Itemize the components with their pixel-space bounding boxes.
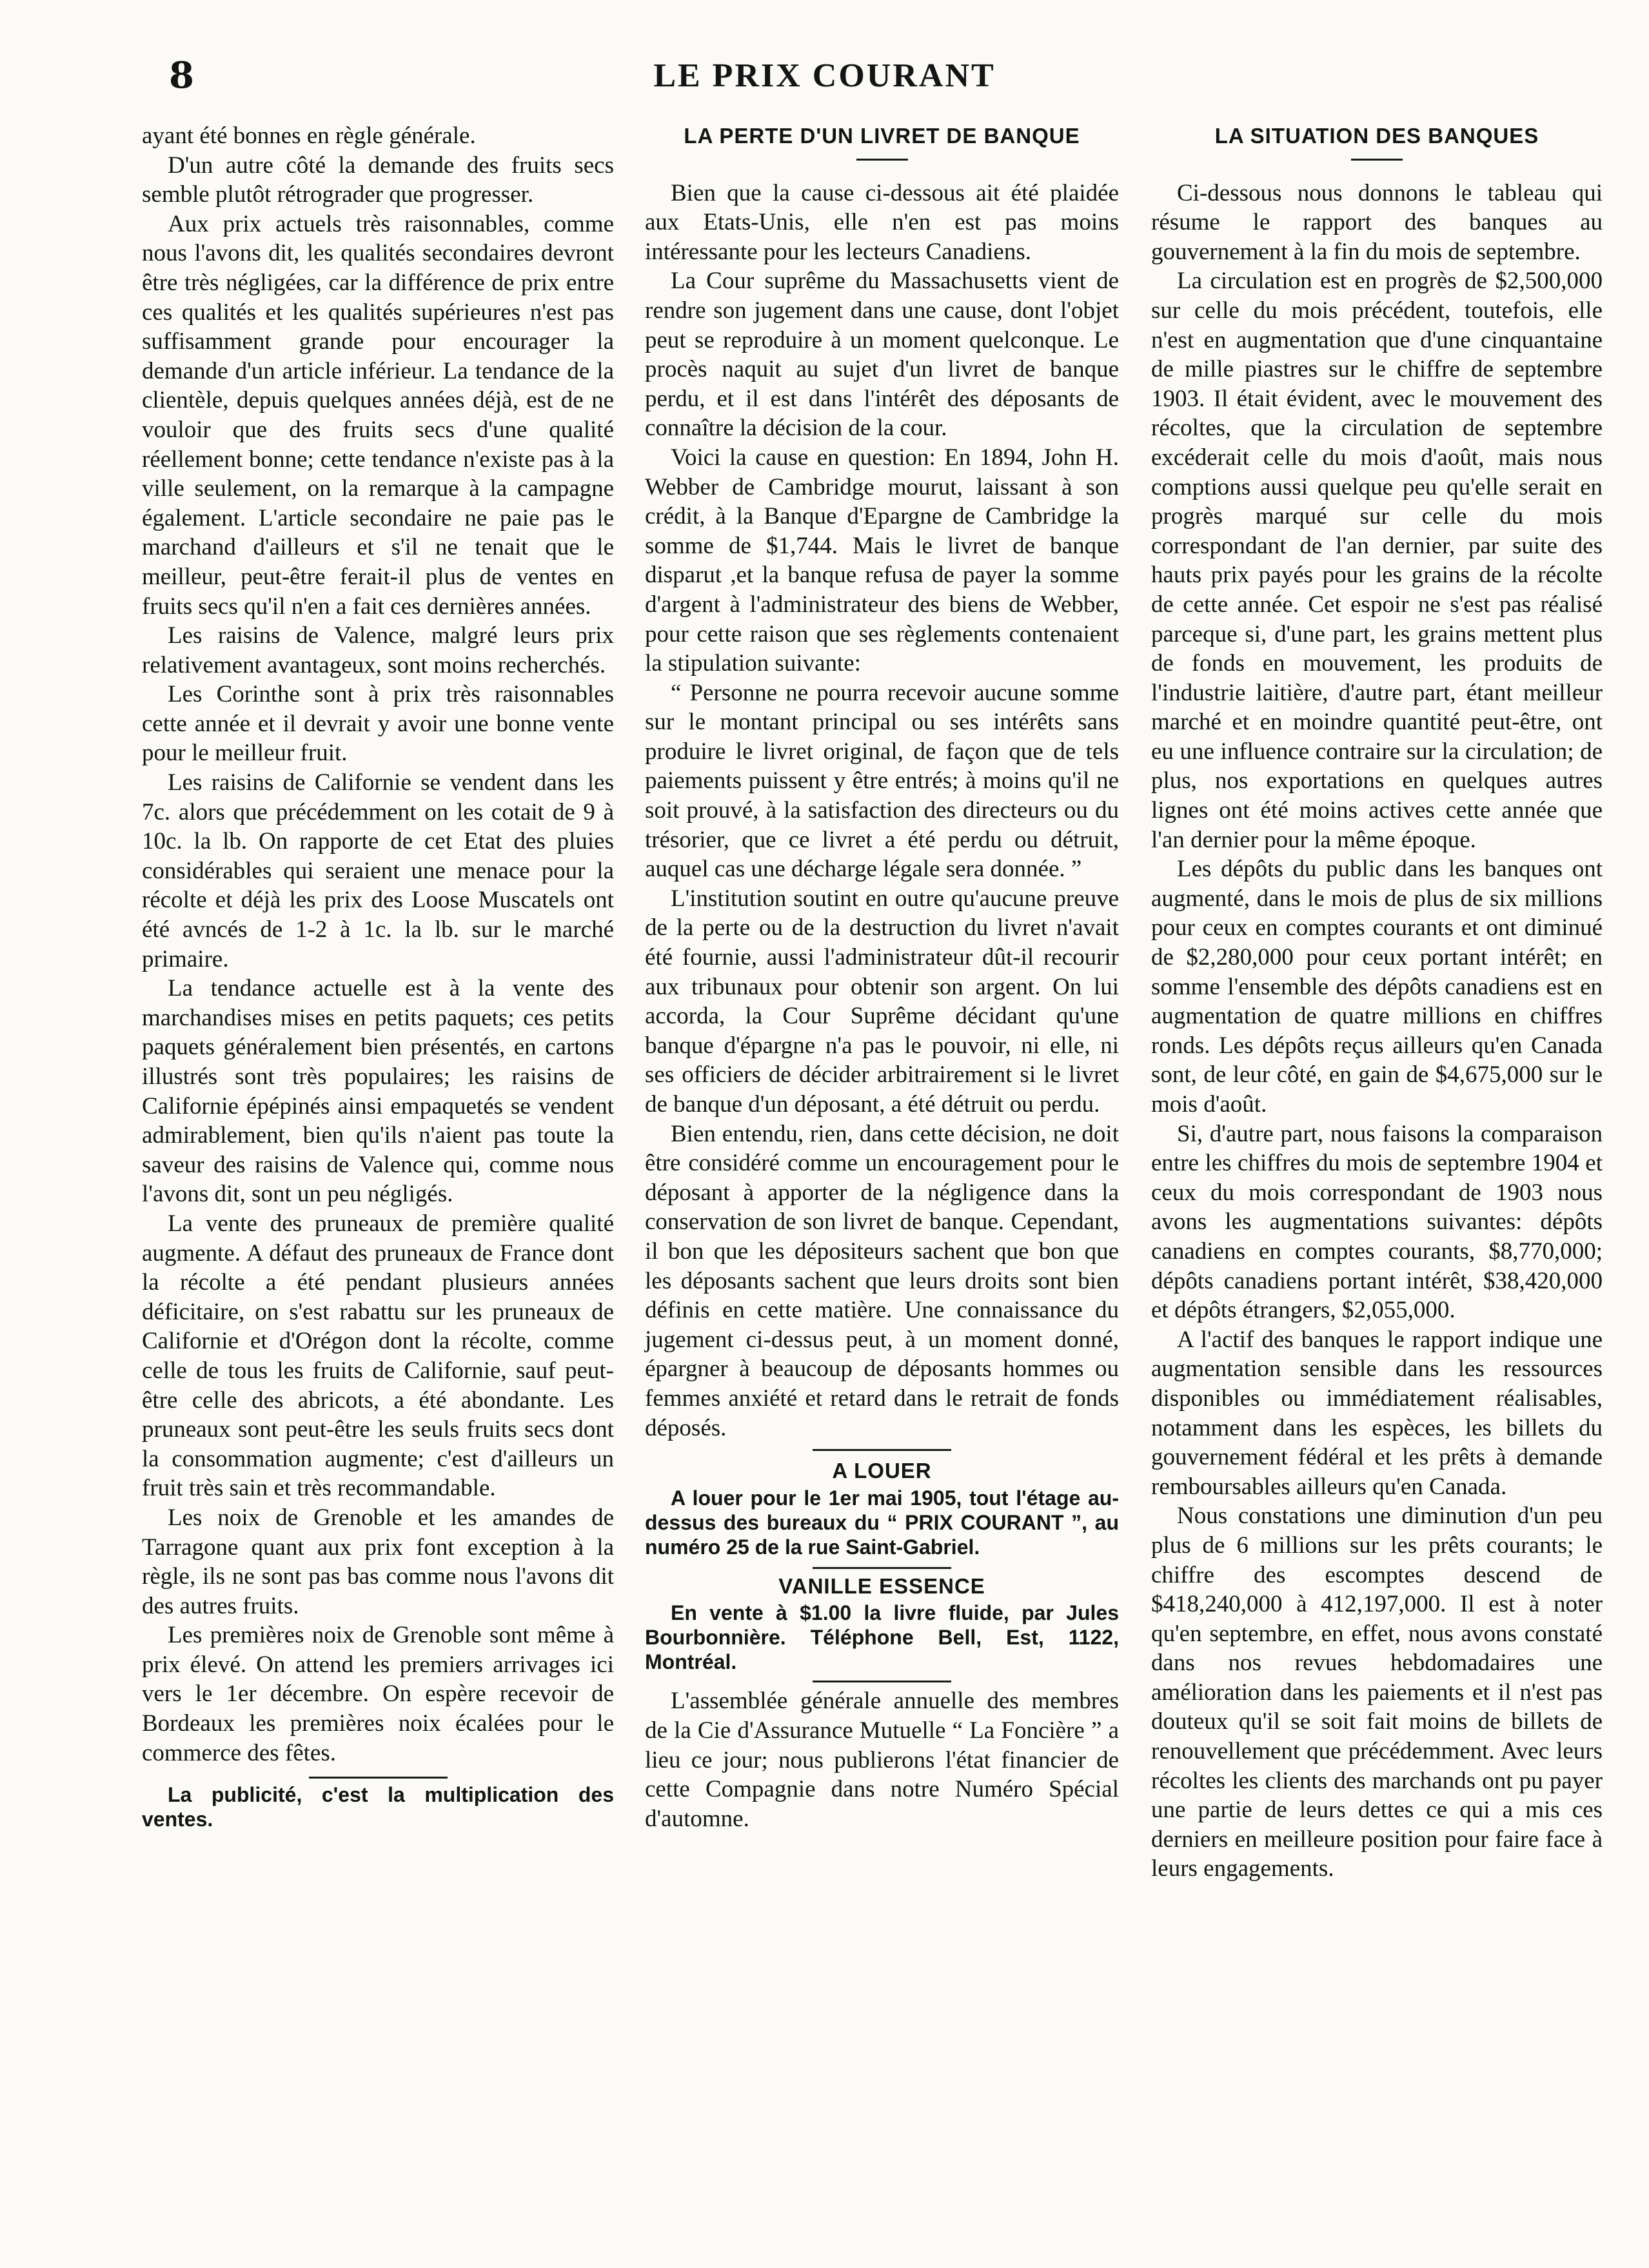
paragraph: Si, d'autre part, nous faisons la comparaison entre les chiffres du mois de septembre 1904 et ceux du mois correspondant de 1903 nous avons les augmentations suivantes: dépôts canadiens en comptes courants, $8,770,000; dépôts canadiens portant intérêt, $38,420,000 et dépôts étrangers, $2,055,000.	[1151, 1120, 1603, 1324]
column-left	[142, 121, 614, 1831]
divider	[813, 1449, 951, 1451]
divider	[1351, 159, 1403, 161]
divider	[813, 1681, 951, 1682]
paragraph: Les raisins de Valence, malgré leurs prix relativement avantageux, sont moins recherchés.	[142, 622, 614, 678]
notice-heading: A LOUER	[832, 1459, 932, 1483]
quote-paragraph: “ Personne ne pourra recevoir aucune somme sur le montant principal ou ses intérêts sans produire le livret original, de façon que de tels paiements puissent y être entrés; à moins qu'il ne soit prouvé, à la satisfaction des directeurs ou du trésorier, que ce livret a été perdu ou détruit, auquel cas une décharge légale sera donnée. ”	[645, 679, 1119, 883]
paragraph: ayant été bonnes en règle générale.	[142, 123, 476, 149]
paragraph: La tendance actuelle est à la vente des marchandises mises en petits paquets; ces petits paquets généralement bien présentés, en cartons illustrés sont très populaires; les raisins de Californie épépinés ainsi empaquetés se vendent admirablement, bien qu'ils n'aient pas toute la saveur des raisins de Valence qui, comme nous l'avons dit, sont un peu négligés.	[142, 975, 614, 1208]
page-title: LE PRIX COURANT	[653, 57, 996, 94]
article-heading: LA SITUATION DES BANQUES	[1214, 124, 1539, 148]
paragraph: Les raisins de Californie se vendent dans les 7c. alors que précédemment on les cotait de 9 à 10c. la lb. On rapporte de cet Etat des pluies considérables qui seraient une menace pour la récolte et déjà les prix des Loose Muscatels ont été avncés de 1-2 à 1c. la lb. sur le marché primaire.	[142, 769, 614, 972]
page-number: 8	[169, 54, 194, 97]
paragraph: Bien entendu, rien, dans cette décision, ne doit être considéré comme un encouragement pour le déposant à apporter de la négligence dans la conservation de son livret de banque. Cependant, il bon que les dépositeurs sachent que bon que les déposants sachent que leurs droits sont bien définis en cette matière. Une connaissance du jugement ci-dessus peut, à un moment donné, épargner à beaucoup de déposants hommes ou femmes anxiété et retard dans le retrait de fonds déposés.	[645, 1120, 1119, 1441]
notice-text: En vente à $1.00 la livre fluide, par Jules Bourbonnière. Téléphone Bell, Est, 1122, Montréal.	[645, 1601, 1119, 1674]
paragraph: A l'actif des banques le rapport indique une augmentation sensible dans les ressources disponibles ou immédiatement réalisables, notamment dans les espèces, les billets du gouvernement fédéral et les prêts à demande remboursables ailleurs qu'en Canada.	[1151, 1326, 1603, 1500]
paragraph: Nous constations une diminution d'un peu plus de 6 millions sur les prêts courants; le chiffre des escomptes descend de $418,240,000 à 412,197,000. Il est à noter qu'en septembre, en effet, nous avons constaté dans nos revues hebdomadaires une amélioration dans les paiements et il n'est pas douteux qu'il se soit fait moins de billets de renouvellement que précédemment. Avec leurs récoltes les clients des marchands ont pu payer une partie de leurs dettes ce qui a mis ces derniers en meilleure position pour faire face à leurs engagements.	[1151, 1503, 1603, 1882]
paragraph: La vente des pruneaux de première qualité augmente. A défaut des pruneaux de France dont la récolte a été pendant plusieurs années déficitaire, on s'est rabattu sur les pruneaux de Californie et d'Orégon dont la récolte, comme celle de tous les fruits de Californie, sauf peut-être celle des abricots, a été abondante. Les pruneaux sont peut-être les seuls fruits secs dont la consommation augmente; c'est d'ailleurs un fruit très sain et très recommandable.	[142, 1210, 614, 1502]
paragraph: Les dépôts du public dans les banques ont augmenté, dans le mois de plus de six millions pour ceux en comptes courants et ont diminué de $2,280,000 pour ceux portant intérêt; en somme l'ensemble des dépôts canadiens est en augmentation de quatre millions en chiffres ronds. Les dépôts reçus ailleurs qu'en Canada sont, de leur côté, en gain de $4,675,000 sur le mois d'août.	[1151, 856, 1603, 1118]
paragraph: Les noix de Grenoble et les amandes de Tarragone quant aux prix font exception à la règle, ils ne sont pas bas comme nous l'avons dit des autres fruits.	[142, 1504, 614, 1619]
paragraph: L'institution soutint en outre qu'aucune preuve de la perte ou de la destruction du livret n'avait été fournie, aussi l'administrateur dût-il recourir aux tribunaux pour obtenir son argent. On lui accorda, la Cour Suprême décidant qu'une banque d'épargne n'a pas le pouvoir, ni elle, ni ses officiers de décider arbitrairement si le livret de banque d'un déposant, a été détruit ou perdu.	[645, 885, 1119, 1118]
paragraph: La Cour suprême du Massachusetts vient de rendre son jugement dans une cause, dont l'objet peut se reproduire à un moment quelconque. Le procès naquit au sujet d'un livret de banque perdu, et il est dans l'intérêt des déposants de connaître la décision de la cour.	[645, 268, 1119, 442]
paragraph: D'un autre côté la demande des fruits secs semble plutôt rétrograder que progresser.	[142, 152, 614, 208]
paragraph: L'assemblée générale annuelle des membres de la Cie d'Assurance Mutuelle “ La Foncière ” a lieu ce jour; nous publierons l'état financier de cette Compagnie dans notre Numéro Spécial d'automne.	[645, 1688, 1119, 1832]
closing-slogan: La publicité, c'est la multiplication des ventes.	[142, 1783, 614, 1831]
paragraph: Voici la cause en question: En 1894, John H. Webber de Cambridge mourut, laissant à son crédit, à la Banque d'Epargne de Cambridge la somme de $1,744. Mais le livret de banque disparut ,et la banque refusa de payer la somme d'argent à l'administrateur des biens de Webber, pour cette raison que ses règlements contenaient la stipulation suivante:	[645, 444, 1119, 677]
paragraph: Aux prix actuels très raisonnables, comme nous l'avons dit, les qualités secondaires devront être très négligées, car la différence de prix entre ces qualités et les qualités supérieures n'est pas suffisamment grande pour encourager la demande d'un article inférieur. La tendance de la clientèle, depuis quelques années déjà, est de ne vouloir que des fruits secs d'une qualité réellement bonne; cette tendance n'existe pas à la ville seulement, on la remarque à la campagne également. L'article secondaire ne paie pas le marchand d'ailleurs et s'il ne tenait que le meilleur, peut-être ferait-il plus de ventes en fruits secs qu'il n'en a fait ces dernières années.	[142, 210, 614, 620]
divider	[309, 1777, 448, 1779]
paragraph: Les premières noix de Grenoble sont même à prix élevé. On attend les premiers arrivages ici vers le 1er décembre. On espère recevoir de Bordeaux les premières noix écalées pour le commerce des fêtes.	[142, 1622, 614, 1766]
paragraph: La circulation est en progrès de $2,500,000 sur celle du mois précédent, toutefois, elle n'est en augmentation que d'une cinquantaine de mille piastres sur le chiffre de septembre 1903. Il était évident, avec le mouvement des récoltes, que la circulation de septembre excéderait celle du mois d'août, mais nous comptions aussi quelque peu qu'elle serait en progrès marqué sur celle du mois correspondant de l'an dernier, par suite des hauts prix payés pour les grains de la récolte de cette année. Cet espoir ne s'est pas réalisé parceque si, d'une part, les grains mettent plus de fonds en mouvement, les produits de l'industrie laitière, d'autre part, étant meilleur marché et en moindre quantité peut-être, ont eu une influence contraire sur la circulation; de plus, nos exportations en quelques autres lignes ont été moins actives cette année que l'an dernier pour la même époque.	[1151, 268, 1603, 853]
paragraph: Les Corinthe sont à prix très raisonnables cette année et il devrait y avoir une bonne vente pour le meilleur fruit.	[142, 681, 614, 767]
column-right	[1151, 121, 1603, 1884]
divider	[813, 1567, 951, 1569]
article-heading: LA PERTE D'UN LIVRET DE BANQUE	[684, 124, 1080, 148]
paragraph: Bien que la cause ci-dessous ait été plaidée aux Etats-Unis, elle n'en est pas moins intéressante pour les lecteurs Canadiens.	[645, 179, 1119, 265]
page-header	[0, 45, 1649, 103]
column-middle	[645, 121, 1119, 1833]
divider	[856, 159, 908, 161]
notice-text: A louer pour le 1er mai 1905, tout l'étage au-dessus des bureaux du “ PRIX COURANT ”, au numéro 25 de la rue Saint-Gabriel.	[645, 1486, 1119, 1559]
paragraph: Ci-dessous nous donnons le tableau qui résume le rapport des banques au gouvernement à la fin du mois de septembre.	[1151, 179, 1603, 265]
notice-heading: VANILLE ESSENCE	[778, 1573, 985, 1598]
